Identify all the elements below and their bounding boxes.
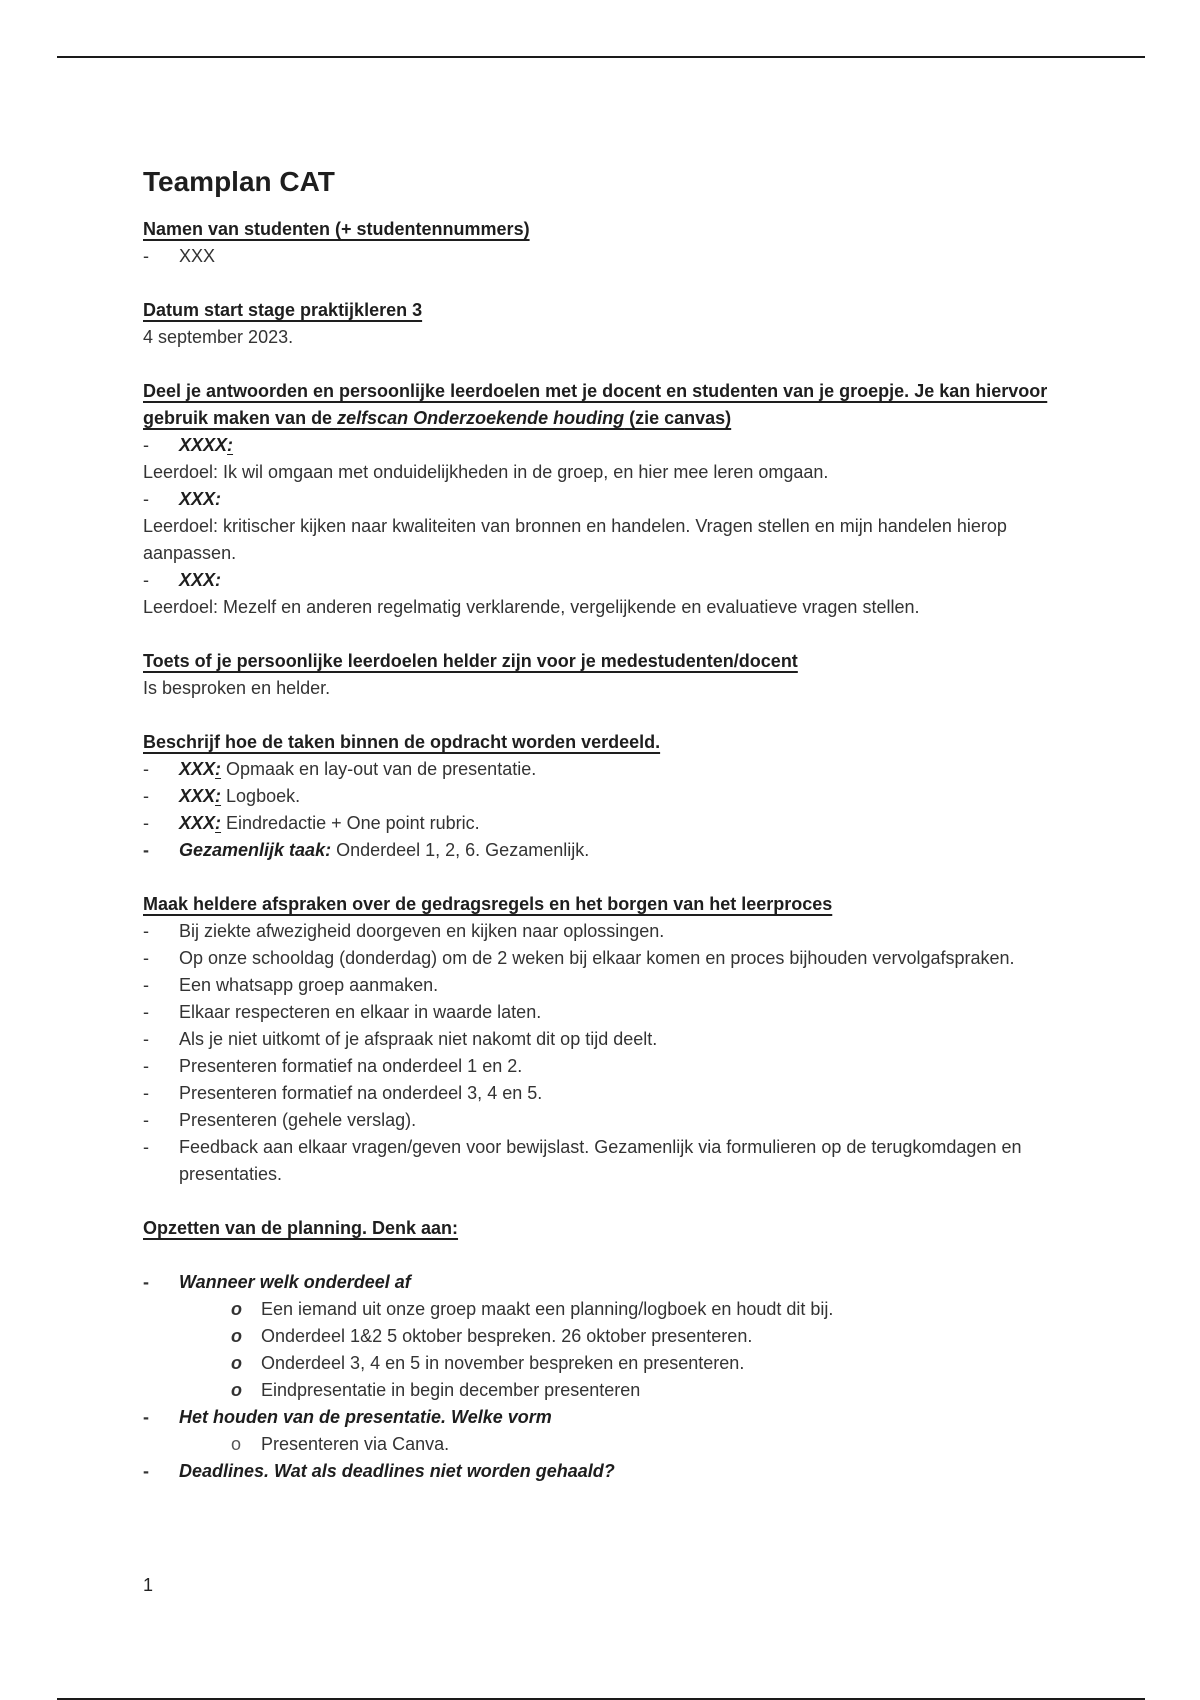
agreement-item: - Een whatsapp groep aanmaken. [143, 975, 439, 995]
agreement-item: - Op onze schooldag (donderdag) om de 2 weken bij elkaar komen en proces bijhouden vervolgafspraken. [143, 948, 1015, 968]
agreement-item: - Presenteren formatief na onderdeel 1 en 2. [143, 1056, 523, 1076]
document-body [143, 162, 1063, 1485]
test-goals-heading: Toets of je persoonlijke leerdoelen helder zijn voor je medestudenten/docent [143, 651, 798, 671]
goals-heading: Deel je antwoorden en persoonlijke leerdoelen met je docent en studenten van je groepje. Je kan hiervoor gebruik maken van de zelfscan Onderzoekende houding (zie canvas) [143, 381, 1048, 428]
task-item: - XXX: Eindredactie + One point rubric. [143, 813, 480, 833]
goal-text: Leerdoel: kritischer kijken naar kwaliteiten van bronnen en handelen. Vragen stellen en mijn handelen hierop aanpassen. [143, 516, 1007, 563]
agreement-item: - Als je niet uitkomt of je afspraak niet nakomt dit op tijd deelt. [143, 1029, 658, 1049]
agreement-item: - Elkaar respecteren en elkaar in waarde laten. [143, 1002, 542, 1022]
goal-owner: - XXXX: [143, 435, 234, 455]
header-rule [57, 56, 1145, 58]
dash-bullet: - [143, 246, 149, 266]
planning-when: - Wanneer welk onderdeel af [143, 1272, 411, 1292]
goal-text: Leerdoel: Ik wil omgaan met onduidelijkheden in de groep, en hier mee leren omgaan. [143, 462, 829, 482]
planning-when-item: o Onderdeel 3, 4 en 5 in november bespreken en presenteren. [231, 1353, 745, 1373]
planning-when-item: o Een iemand uit onze groep maakt een planning/logboek en houdt dit bij. [231, 1299, 834, 1319]
start-date-value: 4 september 2023. [143, 327, 294, 347]
planning-deadlines: - Deadlines. Wat als deadlines niet worden gehaald? [143, 1461, 615, 1481]
agreement-item: - Feedback aan elkaar vragen/geven voor bewijslast. Gezamenlijk via formulieren op de terugkomdagen en presentaties. [143, 1137, 1022, 1184]
student-list-item: - XXX [143, 243, 1063, 270]
agreements-heading: Maak heldere afspraken over de gedragsregels en het borgen van het leerproces [143, 894, 833, 914]
planning-when-item: o Eindpresentatie in begin december presenteren [231, 1380, 641, 1400]
task-item: - Gezamenlijk taak: Onderdeel 1, 2, 6. Gezamenlijk. [143, 840, 590, 860]
planning-presentation-item: o Presenteren via Canva. [231, 1434, 450, 1454]
test-goals-value: Is besproken en helder. [143, 678, 331, 698]
goal-owner: - XXX: [143, 489, 222, 509]
agreement-item: - Bij ziekte afwezigheid doorgeven en kijken naar oplossingen. [143, 921, 665, 941]
start-date-heading: Datum start stage praktijkleren 3 [143, 300, 423, 320]
page-number: 1 [143, 1575, 154, 1595]
agreement-item: - Presenteren (gehele verslag). [143, 1110, 417, 1130]
task-item: - XXX: Opmaak en lay-out van de presentatie. [143, 759, 537, 779]
task-item: - XXX: Logboek. [143, 786, 301, 806]
planning-when-item: o Onderdeel 1&2 5 oktober bespreken. 26 oktober presenteren. [231, 1326, 753, 1346]
goal-text: Leerdoel: Mezelf en anderen regelmatig verklarende, vergelijkende en evaluatieve vragen stellen. [143, 597, 920, 617]
tasks-heading: Beschrijf hoe de taken binnen de opdracht worden verdeeld. [143, 732, 661, 752]
students-heading: Namen van studenten (+ studentennummers) [143, 219, 530, 239]
goal-owner: - XXX: [143, 570, 222, 590]
agreement-item: - Presenteren formatief na onderdeel 3, 4 en 5. [143, 1083, 543, 1103]
planning-presentation: - Het houden van de presentatie. Welke vorm [143, 1407, 552, 1427]
planning-heading: Opzetten van de planning. Denk aan: [143, 1218, 459, 1238]
page-title: Teamplan CAT [143, 166, 335, 197]
